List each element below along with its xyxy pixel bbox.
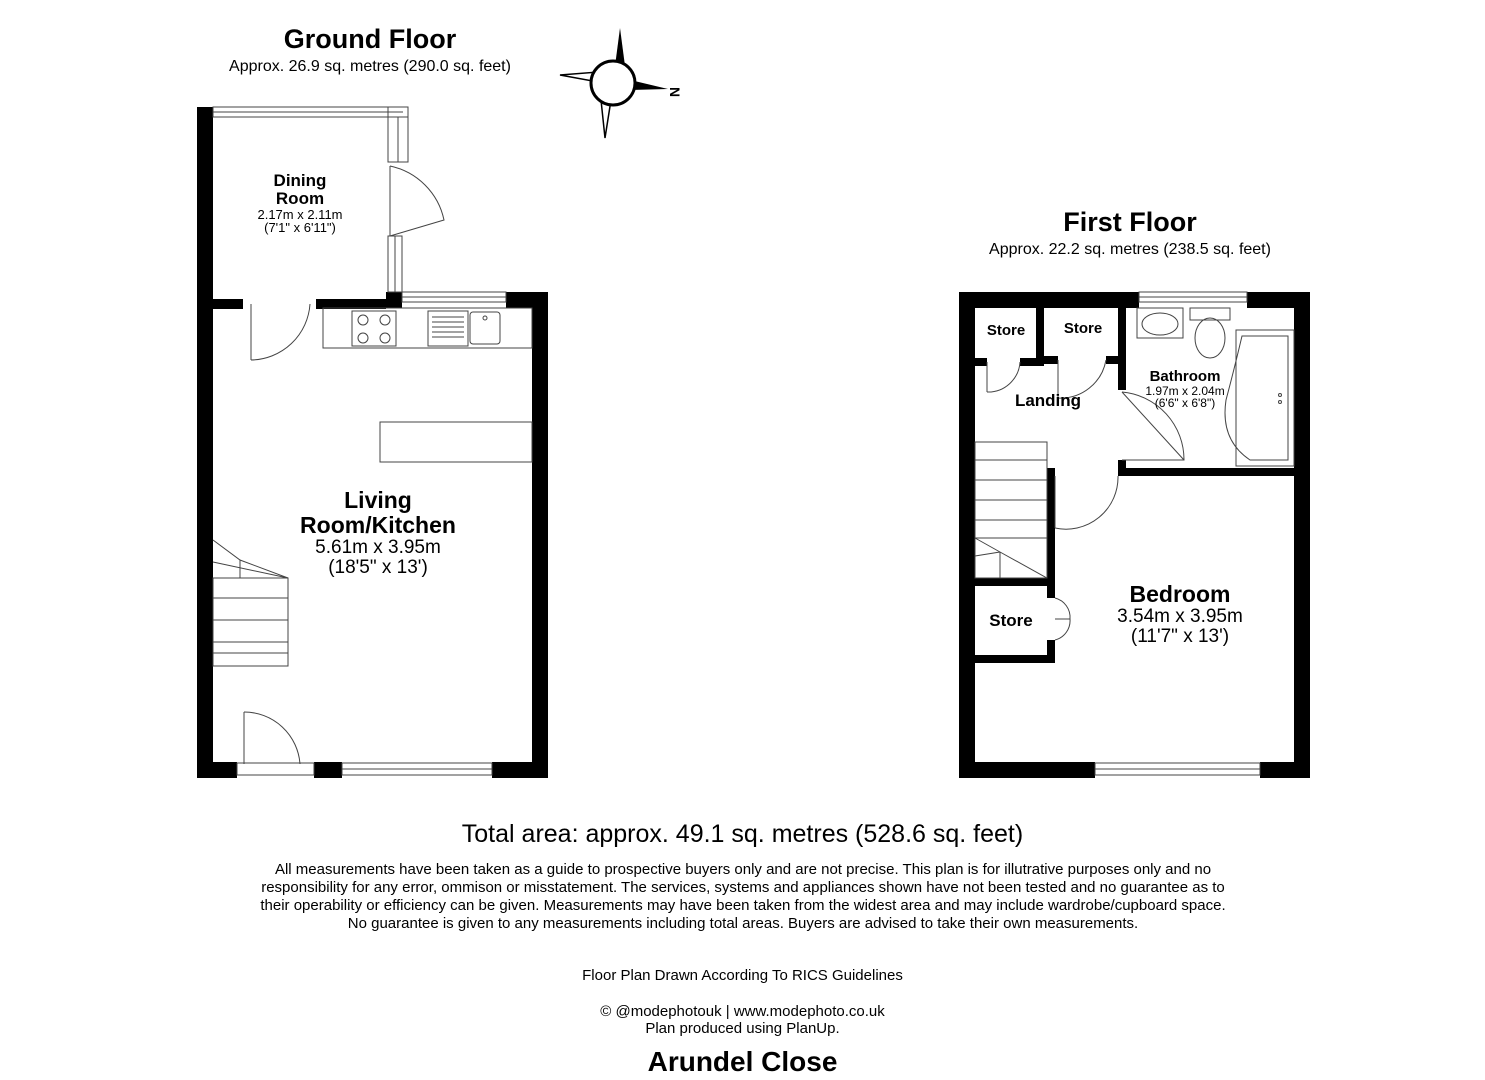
wall bbox=[492, 762, 548, 778]
room-label-store: Store bbox=[1063, 320, 1103, 337]
room-label-bathroom bbox=[1130, 368, 1240, 409]
bath-tap bbox=[1279, 394, 1282, 397]
wall bbox=[959, 762, 1095, 778]
room-dimensions-imperial: (18'5" x 13') bbox=[328, 557, 428, 578]
wall bbox=[532, 292, 548, 777]
hob-ring bbox=[358, 333, 368, 343]
hob-ring bbox=[380, 333, 390, 343]
total-area: Total area: approx. 49.1 sq. metres (528.6 sq. feet) bbox=[461, 820, 1024, 848]
door-swing bbox=[987, 362, 1020, 392]
room-dimensions-metric: 3.54m x 3.95m bbox=[1117, 606, 1243, 627]
room-dimensions-metric: 2.17m x 2.11m bbox=[257, 207, 343, 222]
first-floor-area: Approx. 22.2 sq. metres (238.5 sq. feet) bbox=[989, 241, 1271, 258]
room-label-store: Store bbox=[989, 611, 1033, 630]
door-swing bbox=[1055, 619, 1070, 640]
sink bbox=[470, 312, 500, 344]
room-label-store: Store bbox=[986, 322, 1026, 339]
room-dimensions-metric: 5.61m x 3.95m bbox=[315, 537, 441, 558]
compass-icon bbox=[560, 28, 668, 138]
wall bbox=[386, 292, 402, 308]
wall bbox=[1047, 586, 1055, 598]
first-floor-plan bbox=[959, 292, 1310, 778]
room-label-dining bbox=[230, 172, 370, 234]
wall bbox=[197, 107, 213, 777]
property-address: Arundel Close bbox=[647, 1046, 838, 1077]
room-name: Living bbox=[344, 487, 412, 513]
tap bbox=[483, 316, 487, 320]
wall bbox=[1118, 468, 1294, 476]
sink-drainer bbox=[428, 311, 468, 346]
door-swing bbox=[390, 166, 444, 236]
bath-tap bbox=[1279, 401, 1282, 404]
wall bbox=[975, 578, 1055, 586]
ground-floor-title: Ground Floor bbox=[283, 24, 457, 54]
hob-ring bbox=[358, 315, 368, 325]
credit-line: © @modephotouk | www.modephoto.co.uk bbox=[600, 1003, 885, 1020]
produced-line: Plan produced using PlanUp. bbox=[645, 1020, 840, 1037]
wall bbox=[975, 655, 1055, 663]
room-dimensions-metric: 1.97m x 2.04m bbox=[1145, 384, 1225, 398]
compass-north-label: N bbox=[667, 86, 684, 98]
wall bbox=[213, 299, 243, 309]
door-swing bbox=[244, 712, 300, 764]
kitchen-island bbox=[380, 422, 532, 462]
wall bbox=[1036, 308, 1044, 366]
toilet-bowl bbox=[1195, 318, 1225, 358]
door-threshold bbox=[237, 763, 314, 775]
wall bbox=[975, 358, 987, 366]
wall bbox=[959, 292, 1139, 308]
bath bbox=[1236, 330, 1294, 466]
door-swing bbox=[251, 304, 310, 360]
room-name: Bedroom bbox=[1129, 581, 1231, 607]
wall bbox=[197, 762, 237, 778]
wall bbox=[1020, 358, 1044, 366]
wall bbox=[1294, 292, 1310, 777]
room-label-living bbox=[268, 488, 488, 578]
room-label-landing: Landing bbox=[1014, 391, 1082, 410]
basin-bowl bbox=[1142, 313, 1178, 335]
wall bbox=[1047, 640, 1055, 655]
hob-ring bbox=[380, 315, 390, 325]
wall bbox=[1118, 308, 1126, 390]
wall bbox=[1260, 762, 1310, 778]
room-name: Dining bbox=[273, 171, 327, 190]
wall bbox=[959, 292, 975, 777]
wall bbox=[1047, 468, 1055, 578]
staircase bbox=[975, 442, 1047, 578]
wall bbox=[314, 762, 342, 778]
room-dimensions-imperial: (7'1" x 6'11") bbox=[264, 220, 336, 235]
first-floor-title: First Floor bbox=[1063, 207, 1197, 237]
ground-floor-area: Approx. 26.9 sq. metres (290.0 sq. feet) bbox=[229, 58, 511, 75]
room-dimensions-imperial: (11'7" x 13') bbox=[1130, 626, 1230, 647]
room-dimensions-imperial: (6'6" x 6'8") bbox=[1154, 396, 1216, 410]
disclaimer: All measurements have been taken as a guide to prospective buyers only and are not precise. This plan is for illutrative purposes only and no responsibility for any error, ommison or misstatement. The services, systems and appliances shown have not been tested and no guarantee as to their operability or efficiency can be given. Measurements may have been taken from the widest area and may include wardrobe/cupboard space. No guarantee is given to any measurements including total areas. Buyers are advised to take their own measurements. bbox=[260, 861, 1226, 932]
door-swing bbox=[1055, 598, 1070, 619]
rics-note: Floor Plan Drawn According To RICS Guidelines bbox=[582, 967, 903, 984]
room-name: Room/Kitchen bbox=[300, 512, 456, 538]
room-name: Bathroom bbox=[1149, 368, 1221, 385]
room-name: Room bbox=[275, 189, 325, 208]
door-swing bbox=[1055, 476, 1118, 529]
room-label-bedroom bbox=[1090, 582, 1270, 647]
wall bbox=[1044, 356, 1058, 364]
